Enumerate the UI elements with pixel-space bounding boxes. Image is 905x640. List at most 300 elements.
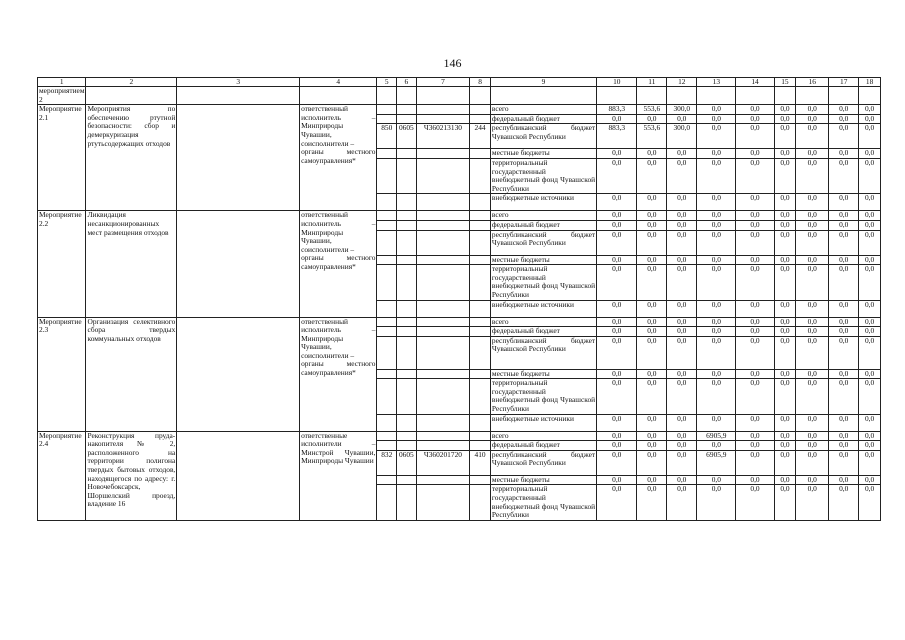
column-header: 7 (416, 78, 470, 87)
code-rzpr (397, 475, 417, 485)
value-cell: 0,0 (829, 441, 859, 451)
goal-cell (177, 105, 300, 211)
code-grbs (377, 441, 397, 451)
value-cell: 0,0 (859, 158, 881, 193)
value-cell: 0,0 (859, 230, 881, 255)
value-cell: 0,0 (859, 317, 881, 327)
value-cell: 0,0 (697, 414, 736, 431)
funding-source: внебюджетные источники (490, 300, 596, 317)
value-cell: 0,0 (637, 317, 667, 327)
code-vr (470, 149, 491, 159)
code-grbs (377, 114, 397, 124)
value-cell: 0,0 (736, 211, 774, 221)
value-cell: 0,0 (637, 336, 667, 369)
value-cell: 0,0 (597, 431, 637, 441)
value-cell: 0,0 (736, 475, 774, 485)
value-cell: 0,0 (667, 485, 697, 520)
value-cell: 0,0 (736, 158, 774, 193)
value-cell: 0,0 (697, 369, 736, 379)
code-grbs (377, 336, 397, 369)
code-csr (416, 441, 470, 451)
code-rzpr (397, 300, 417, 317)
value-cell: 0,0 (667, 255, 697, 265)
value-cell: 0,0 (774, 211, 796, 221)
code-csr (416, 255, 470, 265)
value-cell: 0,0 (796, 158, 829, 193)
value-cell: 0,0 (697, 441, 736, 451)
code-rzpr (397, 230, 417, 255)
value-cell: 0,0 (796, 300, 829, 317)
column-header: 12 (667, 78, 697, 87)
value-cell: 0,0 (829, 369, 859, 379)
value-cell: 0,0 (796, 317, 829, 327)
value-cell: 0,0 (859, 149, 881, 159)
value-cell: 0,0 (597, 441, 637, 451)
value-cell: 0,0 (736, 114, 774, 124)
code-grbs (377, 265, 397, 300)
column-header: 13 (697, 78, 736, 87)
column-header: 17 (829, 78, 859, 87)
value-cell: 0,0 (697, 336, 736, 369)
code-rzpr (397, 265, 417, 300)
funding-source: местные бюджеты (490, 149, 596, 159)
value-cell: 0,0 (637, 450, 667, 475)
value-cell: 0,0 (774, 158, 796, 193)
measure-name: Ликвидация несанкционированных мест размещения отходов (86, 211, 177, 317)
code-vr (470, 336, 491, 369)
code-grbs (377, 158, 397, 193)
value-cell: 0,0 (774, 327, 796, 337)
column-header: 18 (859, 78, 881, 87)
value-cell: 0,0 (597, 265, 637, 300)
code-vr (470, 431, 491, 441)
code-grbs: 832 (377, 450, 397, 475)
funding-source: республиканский бюджет Чувашской Республики (490, 336, 596, 369)
code-csr (416, 105, 470, 115)
value-cell: 0,0 (774, 379, 796, 414)
value-cell: 0,0 (774, 265, 796, 300)
value-cell: 0,0 (667, 230, 697, 255)
value-cell: 0,0 (736, 336, 774, 369)
funding-source: республиканский бюджет Чувашской Республики (490, 124, 596, 149)
column-header: 6 (397, 78, 417, 87)
funding-source: республиканский бюджет Чувашской Республики (490, 450, 596, 475)
value-cell: 0,0 (736, 230, 774, 255)
code-grbs (377, 211, 397, 221)
value-cell: 0,0 (736, 441, 774, 451)
value-cell: 0,0 (667, 431, 697, 441)
value-cell: 0,0 (774, 105, 796, 115)
value-cell: 0,0 (859, 379, 881, 414)
page-number: 146 (443, 56, 462, 70)
value-cell: 0,0 (637, 369, 667, 379)
value-cell: 0,0 (796, 265, 829, 300)
value-cell: 0,0 (829, 317, 859, 327)
value-cell: 0,0 (796, 431, 829, 441)
funding-source: всего (490, 431, 596, 441)
value-cell: 0,0 (736, 265, 774, 300)
value-cell: 0,0 (796, 114, 829, 124)
code-vr (470, 265, 491, 300)
budget-table (37, 77, 881, 521)
value-cell: 0,0 (597, 211, 637, 221)
executor-responsible: ответственный исполнитель – Минприроды Чувашии, соисполнители – (301, 210, 376, 254)
code-vr (470, 220, 491, 230)
code-rzpr (397, 414, 417, 431)
executor-responsible: ответственный исполнитель – Минприроды Чувашии, соисполнители – (301, 104, 376, 148)
value-cell: 300,0 (667, 105, 697, 115)
value-cell: 0,0 (774, 220, 796, 230)
code-grbs (377, 317, 397, 327)
value-cell: 0,0 (859, 475, 881, 485)
value-cell: 0,0 (697, 475, 736, 485)
value-cell: 0,0 (859, 211, 881, 221)
code-grbs: 850 (377, 124, 397, 149)
table-row (38, 211, 881, 221)
code-csr (416, 158, 470, 193)
value-cell: 0,0 (637, 379, 667, 414)
executor-local: органы местного самоуправления* (301, 147, 376, 165)
funding-source: всего (490, 317, 596, 327)
value-cell: 0,0 (637, 149, 667, 159)
value-cell: 0,0 (736, 317, 774, 327)
value-cell: 0,0 (667, 441, 697, 451)
measure-name: Мероприятия по обеспечению ртутной безопасности: сбор и демеркуризация ртутьсодержащих отходов (86, 105, 177, 211)
value-cell: 0,0 (829, 414, 859, 431)
measure-id: Мероприятие 2.2 (38, 211, 86, 317)
value-cell: 0,0 (796, 336, 829, 369)
measure-id: Мероприятие 2.1 (38, 105, 86, 211)
code-vr (470, 475, 491, 485)
code-rzpr (397, 327, 417, 337)
code-grbs (377, 105, 397, 115)
value-cell: 0,0 (697, 317, 736, 327)
funding-source: территориальный государственный внебюджетный фонд Чувашской Республики (491, 158, 596, 193)
value-cell: 0,0 (859, 255, 881, 265)
value-cell: 0,0 (637, 327, 667, 337)
funding-source: федеральный бюджет (490, 114, 596, 124)
value-cell: 0,0 (736, 194, 774, 211)
value-cell: 0,0 (667, 265, 697, 300)
value-cell: 0,0 (796, 414, 829, 431)
value-cell: 0,0 (859, 114, 881, 124)
value-cell: 0,0 (667, 211, 697, 221)
code-csr (416, 149, 470, 159)
column-header: 8 (470, 78, 491, 87)
code-grbs (377, 220, 397, 230)
value-cell: 0,0 (736, 149, 774, 159)
code-rzpr (397, 149, 417, 159)
value-cell: 0,0 (796, 255, 829, 265)
code-vr (470, 114, 491, 124)
code-vr (470, 441, 491, 451)
value-cell: 0,0 (637, 114, 667, 124)
code-csr (416, 475, 470, 485)
value-cell: 0,0 (597, 300, 637, 317)
value-cell: 0,0 (597, 255, 637, 265)
funding-source: федеральный бюджет (490, 220, 596, 230)
value-cell: 0,0 (829, 114, 859, 124)
value-cell: 0,0 (829, 220, 859, 230)
code-grbs (377, 300, 397, 317)
column-header: 14 (736, 78, 774, 87)
code-grbs (377, 327, 397, 337)
value-cell: 553,6 (637, 124, 667, 149)
code-grbs (377, 255, 397, 265)
value-cell: 0,0 (736, 414, 774, 431)
measure-name: Реконструкция пруда-накопителя № 2, расположенного на территории полигона твердых бытовых отходов, находящегося по адресу: г. Новочебоксарск, Шоршелский проезд, владение 16 (86, 431, 177, 520)
value-cell: 0,0 (697, 158, 736, 193)
value-cell: 0,0 (829, 327, 859, 337)
column-header: 16 (796, 78, 829, 87)
value-cell: 0,0 (796, 485, 829, 520)
value-cell: 0,0 (829, 336, 859, 369)
value-cell: 0,0 (597, 475, 637, 485)
code-grbs (377, 194, 397, 211)
code-grbs (377, 431, 397, 441)
value-cell: 0,0 (637, 211, 667, 221)
value-cell: 0,0 (859, 485, 881, 520)
value-cell: 0,0 (796, 220, 829, 230)
value-cell: 0,0 (597, 414, 637, 431)
value-cell: 0,0 (859, 124, 881, 149)
executor-cell (300, 431, 377, 520)
value-cell: 0,0 (774, 114, 796, 124)
value-cell: 0,0 (637, 414, 667, 431)
code-rzpr (397, 431, 417, 441)
code-csr (416, 194, 470, 211)
code-csr (416, 211, 470, 221)
value-cell: 0,0 (829, 149, 859, 159)
value-cell: 0,0 (637, 255, 667, 265)
value-cell: 0,0 (667, 414, 697, 431)
value-cell: 0,0 (736, 124, 774, 149)
value-cell: 0,0 (667, 379, 697, 414)
value-cell: 0,0 (774, 485, 796, 520)
value-cell: 0,0 (697, 485, 736, 520)
value-cell: 0,0 (667, 450, 697, 475)
funding-source: местные бюджеты (490, 475, 596, 485)
code-vr (470, 105, 491, 115)
code-rzpr (397, 105, 417, 115)
funding-source: внебюджетные источники (490, 414, 596, 431)
value-cell: 0,0 (736, 450, 774, 475)
goal-cell (177, 317, 300, 431)
value-cell: 0,0 (697, 379, 736, 414)
value-cell: 0,0 (597, 149, 637, 159)
value-cell: 0,0 (829, 475, 859, 485)
column-header: 5 (377, 78, 397, 87)
code-grbs (377, 414, 397, 431)
value-cell: 0,0 (637, 485, 667, 520)
value-cell: 0,0 (774, 124, 796, 149)
value-cell: 0,0 (667, 194, 697, 211)
value-cell: 0,0 (829, 485, 859, 520)
column-header: 10 (597, 78, 637, 87)
code-vr (470, 300, 491, 317)
code-vr (470, 327, 491, 337)
value-cell: 0,0 (697, 114, 736, 124)
code-csr (416, 114, 470, 124)
code-rzpr (397, 485, 417, 520)
value-cell: 0,0 (774, 450, 796, 475)
measure-name: Организация селективного сбора твердых коммунальных отходов (86, 317, 177, 431)
value-cell: 0,0 (597, 194, 637, 211)
intro-row (38, 87, 881, 105)
column-header: 4 (300, 78, 377, 87)
value-cell: 0,0 (796, 211, 829, 221)
value-cell: 300,0 (667, 124, 697, 149)
value-cell: 0,0 (774, 336, 796, 369)
value-cell: 883,3 (597, 105, 637, 115)
executor-local: органы местного самоуправления* (301, 253, 376, 271)
header-row (38, 78, 881, 87)
value-cell: 0,0 (829, 105, 859, 115)
value-cell: 0,0 (667, 475, 697, 485)
value-cell: 0,0 (597, 379, 637, 414)
funding-source: территориальный государственный внебюджетный фонд Чувашской Республики (491, 484, 596, 520)
value-cell: 0,0 (697, 265, 736, 300)
code-csr (416, 379, 470, 414)
value-cell: 0,0 (796, 194, 829, 211)
code-rzpr: 0605 (397, 124, 417, 149)
code-vr (470, 414, 491, 431)
value-cell: 0,0 (597, 317, 637, 327)
value-cell: 0,0 (796, 475, 829, 485)
executor-local: органы местного самоуправления* (301, 359, 376, 378)
goal-cell (177, 211, 300, 317)
value-cell: 0,0 (597, 230, 637, 255)
value-cell: 0,0 (697, 194, 736, 211)
executor-responsible: ответственный исполнитель – Минприроды Чувашии, соисполнители – (301, 317, 376, 360)
value-cell: 0,0 (597, 485, 637, 520)
table-row (38, 105, 881, 115)
value-cell: 0,0 (736, 300, 774, 317)
code-vr (470, 379, 491, 414)
executor-cell (300, 317, 377, 431)
code-vr (470, 230, 491, 255)
code-vr (470, 317, 491, 327)
column-header: 9 (490, 78, 596, 87)
code-csr (416, 431, 470, 441)
code-rzpr (397, 114, 417, 124)
funding-source: территориальный государственный внебюджетный фонд Чувашской Республики (491, 378, 596, 414)
value-cell: 0,0 (859, 300, 881, 317)
value-cell: 0,0 (859, 265, 881, 300)
value-cell: 0,0 (829, 379, 859, 414)
value-cell: 0,0 (697, 300, 736, 317)
value-cell: 0,0 (637, 431, 667, 441)
value-cell: 0,0 (796, 441, 829, 451)
value-cell: 0,0 (637, 441, 667, 451)
value-cell: 0,0 (667, 158, 697, 193)
value-cell: 0,0 (859, 327, 881, 337)
value-cell: 0,0 (667, 114, 697, 124)
column-header: 1 (38, 78, 86, 87)
value-cell: 0,0 (774, 414, 796, 431)
code-rzpr (397, 379, 417, 414)
code-grbs (377, 485, 397, 520)
value-cell: 0,0 (829, 431, 859, 441)
measure-id: Мероприятие 2.4 (38, 431, 86, 520)
value-cell: 0,0 (829, 255, 859, 265)
value-cell: 0,0 (859, 450, 881, 475)
code-csr: Ч360213130 (416, 124, 470, 149)
value-cell: 0,0 (829, 211, 859, 221)
value-cell: 0,0 (736, 105, 774, 115)
value-cell: 0,0 (697, 230, 736, 255)
code-grbs (377, 149, 397, 159)
code-vr (470, 211, 491, 221)
code-csr (416, 414, 470, 431)
code-csr (416, 317, 470, 327)
value-cell: 0,0 (637, 194, 667, 211)
value-cell: 0,0 (667, 220, 697, 230)
code-csr (416, 220, 470, 230)
value-cell: 0,0 (736, 379, 774, 414)
value-cell: 0,0 (774, 441, 796, 451)
value-cell: 0,0 (667, 336, 697, 369)
code-grbs (377, 369, 397, 379)
value-cell: 0,0 (796, 327, 829, 337)
code-csr (416, 327, 470, 337)
value-cell: 0,0 (796, 450, 829, 475)
value-cell: 0,0 (697, 211, 736, 221)
value-cell: 0,0 (736, 431, 774, 441)
executor-cell (300, 211, 377, 317)
value-cell: 0,0 (637, 220, 667, 230)
value-cell: 0,0 (637, 475, 667, 485)
value-cell: 0,0 (736, 255, 774, 265)
table-row (38, 317, 881, 327)
code-rzpr (397, 369, 417, 379)
code-vr (470, 158, 491, 193)
code-csr (416, 230, 470, 255)
column-header: 2 (86, 78, 177, 87)
value-cell: 0,0 (667, 149, 697, 159)
value-cell: 0,0 (774, 431, 796, 441)
executor-responsible: ответственные исполнители – Минстрой Чувашии, Минприроды Чувашии (301, 431, 376, 466)
code-rzpr (397, 255, 417, 265)
value-cell: 0,0 (597, 336, 637, 369)
value-cell: 0,0 (774, 475, 796, 485)
code-csr (416, 369, 470, 379)
value-cell: 0,0 (736, 485, 774, 520)
funding-source: местные бюджеты (490, 369, 596, 379)
value-cell: 0,0 (774, 369, 796, 379)
code-rzpr (397, 158, 417, 193)
value-cell: 0,0 (697, 327, 736, 337)
intro-cell: мероприятием 2 (39, 86, 85, 104)
value-cell: 0,0 (859, 431, 881, 441)
value-cell: 0,0 (774, 300, 796, 317)
value-cell: 0,0 (597, 369, 637, 379)
code-vr (470, 194, 491, 211)
value-cell: 0,0 (829, 194, 859, 211)
value-cell: 0,0 (859, 105, 881, 115)
funding-source: территориальный государственный внебюджетный фонд Чувашской Республики (491, 264, 596, 299)
value-cell: 0,0 (829, 230, 859, 255)
value-cell: 0,0 (859, 441, 881, 451)
code-csr: Ч360201720 (416, 450, 470, 475)
value-cell: 0,0 (667, 327, 697, 337)
value-cell: 0,0 (829, 450, 859, 475)
code-rzpr (397, 194, 417, 211)
goal-cell (177, 431, 300, 520)
value-cell: 6905,9 (697, 431, 736, 441)
value-cell: 0,0 (697, 124, 736, 149)
value-cell: 553,6 (637, 105, 667, 115)
